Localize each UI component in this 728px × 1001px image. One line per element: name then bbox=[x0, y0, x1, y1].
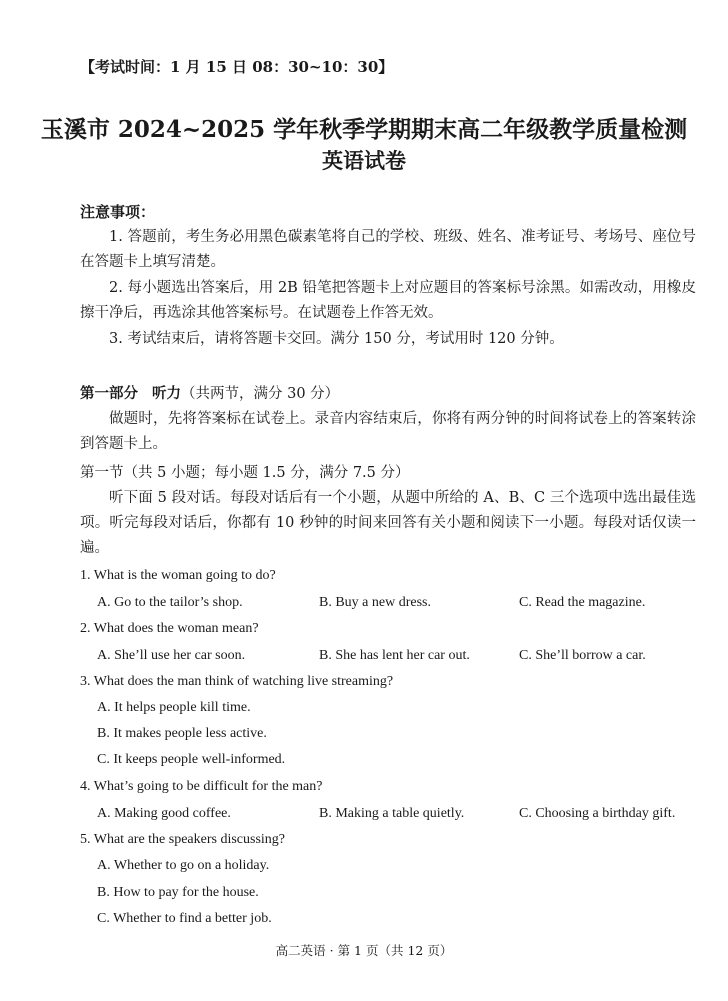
q2-option-b: B. She has lent her car out. bbox=[319, 648, 470, 663]
part1-label: 第一部分 bbox=[80, 385, 138, 402]
question-3: 3. What does the man think of watching live streaming? bbox=[80, 674, 394, 689]
q3-option-c: C. It keeps people well-informed. bbox=[97, 752, 286, 767]
part1-detail: （共两节，满分 30 分） bbox=[181, 386, 340, 402]
q5-option-b: B. How to pay for the house. bbox=[97, 885, 259, 900]
q1-option-a: A. Go to the tailor’s shop. bbox=[97, 595, 243, 610]
q2-option-a: A. She’ll use her car soon. bbox=[97, 648, 246, 663]
exam-subtitle: 英语试卷 bbox=[322, 148, 406, 173]
q2-option-c: C. She’ll borrow a car. bbox=[519, 648, 646, 663]
page-footer: 高二英语 · 第 1 页（共 12 页） bbox=[275, 943, 453, 958]
q1-option-b: B. Buy a new dress. bbox=[319, 595, 431, 610]
section1-heading: 第一节（共 5 小题；每小题 1.5 分，满分 7.5 分） bbox=[80, 465, 410, 481]
question-1: 1. What is the woman going to do? bbox=[80, 568, 276, 583]
note-item-1: 1. 答题前，考生务必用黑色碳素笔将自己的学校、班级、姓名、准考证号、考场号、座位号在答题卡上填写清楚。 bbox=[80, 229, 696, 270]
question-5: 5. What are the speakers discussing? bbox=[80, 832, 286, 847]
q4-option-b: B. Making a table quietly. bbox=[319, 806, 465, 821]
part1-heading bbox=[80, 382, 339, 403]
q3-option-a: A. It helps people kill time. bbox=[97, 700, 251, 715]
q5-option-c: C. Whether to find a better job. bbox=[97, 911, 272, 926]
section1-instruction: 听下面 5 段对话。每段对话后有一个小题，从题中所给的 A、B、C 三个选项中选出最佳选项。听完每段对话后，你都有 10 秒钟的时间来回答有关小题和阅读下一小题。每段对话仅读一遍。 bbox=[80, 490, 696, 556]
q3-option-b: B. It makes people less active. bbox=[97, 726, 267, 741]
q5-option-a: A. Whether to go on a holiday. bbox=[97, 858, 270, 873]
part1-instruction: 做题时，先将答案标在试卷上。录音内容结束后，你将有两分钟的时间将试卷上的答案转涂到答题卡上。 bbox=[80, 411, 696, 452]
exam-title: 玉溪市 2024~2025 学年秋季学期期末高二年级教学质量检测 bbox=[40, 116, 688, 143]
q4-option-c: C. Choosing a birthday gift. bbox=[519, 806, 676, 821]
question-2: 2. What does the woman mean? bbox=[80, 621, 259, 636]
notes-heading: 注意事项： bbox=[80, 203, 156, 221]
exam-time: 【考试时间：1 月 15 日 08：30~10：30】 bbox=[80, 58, 394, 76]
part1-name: 听力 bbox=[152, 385, 181, 402]
question-4: 4. What’s going to be difficult for the man? bbox=[80, 779, 323, 794]
q1-option-c: C. Read the magazine. bbox=[519, 595, 646, 610]
q4-option-a: A. Making good coffee. bbox=[97, 806, 231, 821]
note-item-2: 2. 每小题选出答案后，用 2B 铅笔把答题卡上对应题目的答案标号涂黑。如需改动，用橡皮擦干净后，再选涂其他答案标号。在试题卷上作答无效。 bbox=[80, 280, 696, 321]
note-item-3: 3. 考试结束后，请将答题卡交回。满分 150 分，考试用时 120 分钟。 bbox=[109, 331, 564, 347]
